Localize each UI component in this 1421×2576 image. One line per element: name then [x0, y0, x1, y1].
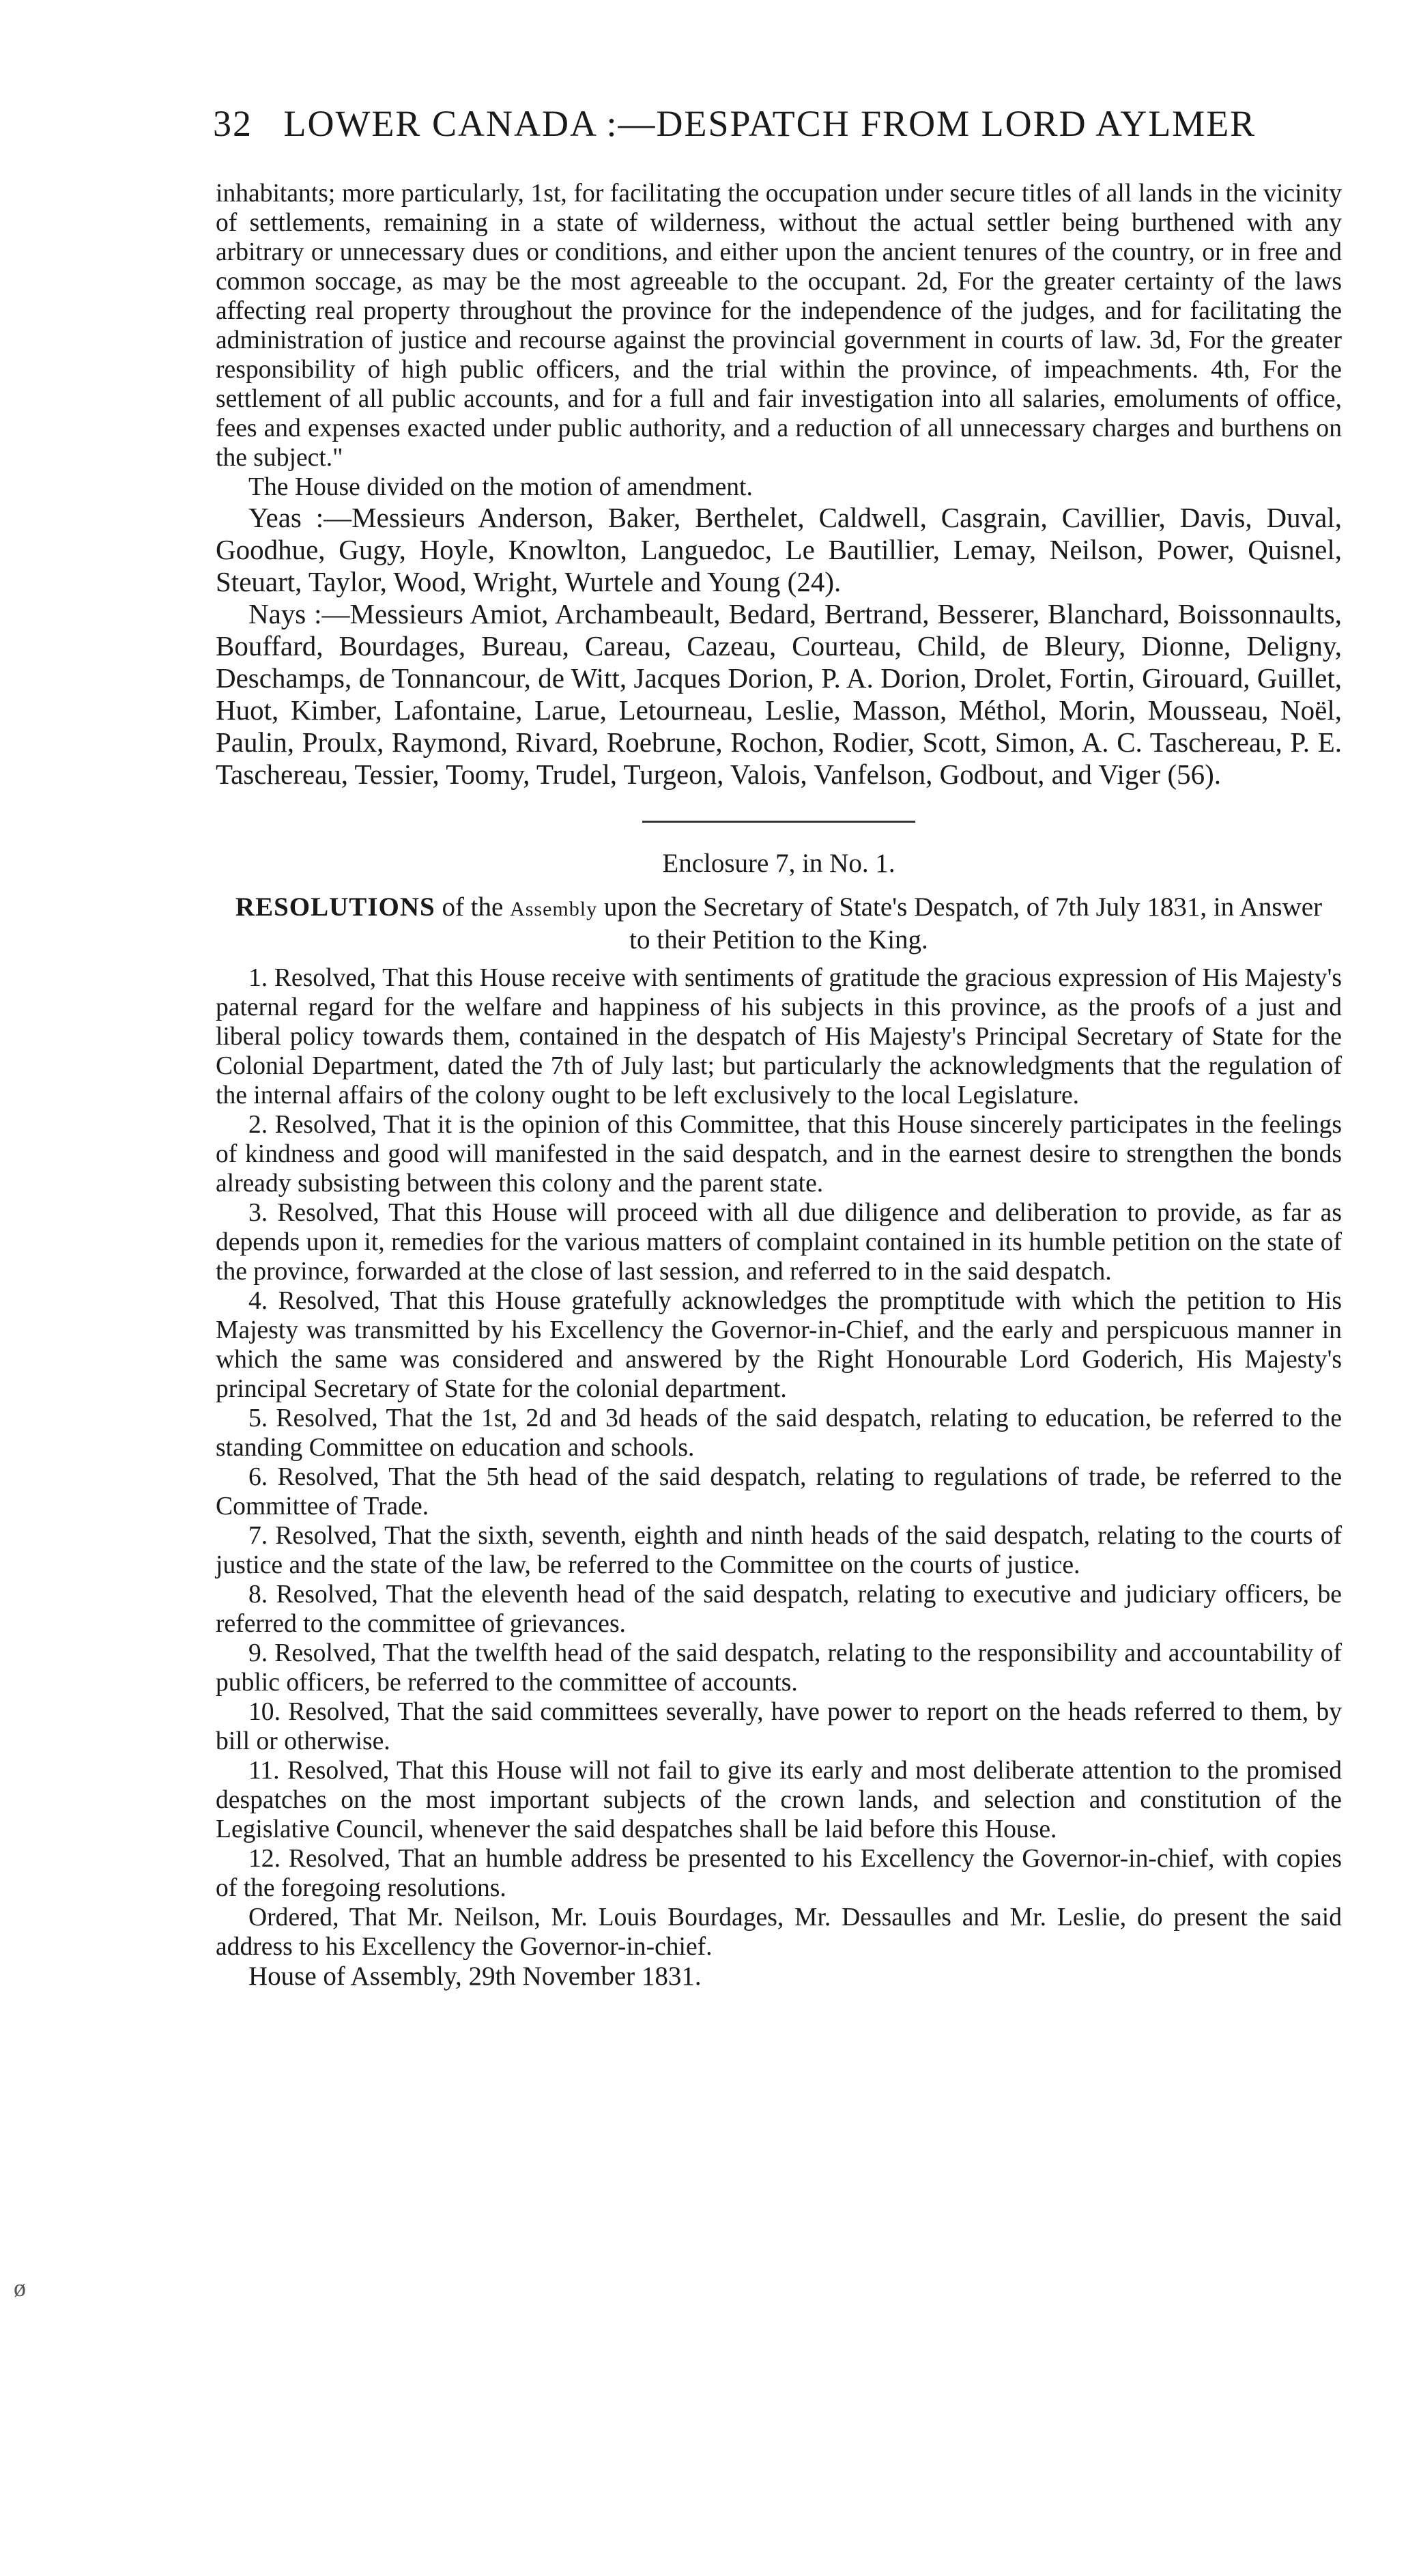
resolutions-title [232, 892, 1325, 955]
resolution-3: 3. Resolved, That this House will proceed with all due diligence and deliberation to provide, as far as depends upon it, remedies for the various matters of complaint contained in its humble petition on the state of the province, forwarded at the close of last session, and referred to in the said despatch. [216, 1199, 1342, 1286]
resolution-1: 1. Resolved, That this House receive with sentiments of gratitude the gracious expression of His Majesty's paternal regard for the welfare and happiness of his subjects in this province, as the proofs of a just and liberal policy towards them, contained in the despatch of His Majesty's Principal Secretary of State for the Colonial Department, dated the 7th of July last; but particularly the acknowledgments that the regulation of the internal affairs of the colony ought to be left exclusively to the local Legislature. [216, 964, 1342, 1109]
resolutions-title-word: RESOLUTIONS [235, 892, 435, 922]
resolution-6: 6. Resolved, That the 5th head of the said despatch, relating to regulations of trade, be referred to the Committee of Trade. [216, 1463, 1342, 1520]
page-number: 32 [213, 103, 253, 144]
margin-mark: ø [14, 2274, 26, 2302]
resolution-11: 11. Resolved, That this House will not fail to give its early and most deliberate attention to the promised despatches on the most important subjects of the crown lands, and selection and constitution of the Legislative Council, whenever the said despatches shall be laid before this House. [216, 1757, 1342, 1843]
resolution-8: 8. Resolved, That the eleventh head of the said despatch, relating to executive and judiciary officers, be referred to the committee of grievances. [216, 1581, 1342, 1638]
resolutions-title-assembly: Assembly [510, 898, 598, 920]
running-title: LOWER CANADA :—DESPATCH FROM LORD AYLMER [283, 103, 1257, 144]
date-line: House of Assembly, 29th November 1831. [248, 1962, 702, 1991]
resolution-4: 4. Resolved, That this House gratefully acknowledges the promptitude with which the petition to His Majesty was transmitted by his Excellency the Governor-in-Chief, and the early and perspicuous manner in which the same was considered and answered by the Right Honourable Lord Goderich, His Majesty's principal Secretary of State for the colonial department. [216, 1287, 1342, 1403]
section-divider [642, 821, 915, 823]
page-header [213, 102, 1257, 145]
division-line: The House divided on the motion of amendment. [248, 473, 753, 501]
resolution-2: 2. Resolved, That it is the opinion of this Committee, that this House sincerely participates in the feelings of kindness and good will manifested in the said despatch, and in the earnest desire to strengthen the bonds already subsisting between this colony and the parent state. [216, 1111, 1342, 1198]
yeas-list: Yeas :—Messieurs Anderson, Baker, Berthelet, Caldwell, Casgrain, Cavillier, Davis, Duval, Goodhue, Gugy, Hoyle, Knowlton, Languedoc, Le Bautillier, Lemay, Neilson, Power, Quisnel, Steuart, Taylor, Wood, Wright, Wurtele and Young (24). [216, 502, 1342, 597]
ordered-paragraph: Ordered, That Mr. Neilson, Mr. Louis Bourdages, Mr. Dessaulles and Mr. Leslie, do present the said address to his Excellency the Governor-in-chief. [216, 1903, 1342, 1961]
page-body [216, 179, 1342, 1991]
resolutions-title-part1: of the [435, 892, 511, 922]
resolutions-title-part2: upon the Secretary of State's Despatch, of 7th July 1831, in Answer to their Petition to the King. [597, 892, 1323, 954]
resolution-9: 9. Resolved, That the twelfth head of the said despatch, relating to the responsibility and accountability of public officers, be referred to the committee of accounts. [216, 1639, 1342, 1697]
resolution-5: 5. Resolved, That the 1st, 2d and 3d heads of the said despatch, relating to education, be referred to the standing Committee on education and schools. [216, 1404, 1342, 1462]
resolution-10: 10. Resolved, That the said committees severally, have power to report on the heads referred to them, by bill or otherwise. [216, 1698, 1342, 1755]
resolution-7: 7. Resolved, That the sixth, seventh, eighth and ninth heads of the said despatch, relating to the courts of justice and the state of the law, be referred to the Committee on the courts of justice. [216, 1522, 1342, 1579]
nays-list: Nays :—Messieurs Amiot, Archambeault, Bedard, Bertrand, Besserer, Blanchard, Boissonnaults, Bouffard, Bourdages, Bureau, Careau, Cazeau, Courteau, Child, de Bleury, Dionne, Deligny, Deschamps, de Tonnancour, de Witt, Jacques Dorion, P. A. Dorion, Drolet, Fortin, Girouard, Guillet, Huot, Kimber, Lafontaine, Larue, Letourneau, Leslie, Masson, Méthol, Morin, Mousseau, Noël, Paulin, Proulx, Raymond, Rivard, Roebrune, Rochon, Rodier, Scott, Simon, A. C. Taschereau, P. E. Taschereau, Tessier, Toomy, Trudel, Turgeon, Valois, Vanfelson, Godbout, and Viger (56). [216, 598, 1342, 790]
enclosure-heading: Enclosure 7, in No. 1. [662, 849, 895, 878]
resolution-12: 12. Resolved, That an humble address be presented to his Excellency the Governor-in-chief, with copies of the foregoing resolutions. [216, 1845, 1342, 1902]
petition-continuation: inhabitants; more particularly, 1st, for facilitating the occupation under secure titles of all lands in the vicinity of settlements, remaining in a state of wilderness, without the actual settler being burthened with any arbitrary or unnecessary dues or conditions, and either upon the ancient tenures of the country, or in free and common soccage, as may be the most agreeable to the occupant. 2d, For the greater certainty of the laws affecting real property throughout the province for the independence of the judges, and for facilitating the administration of justice and recourse against the provincial government in courts of law. 3d, For the greater responsibility of high public officers, and the trial within the province, of impeachments. 4th, For the settlement of all public accounts, and for a full and fair investigation into all salaries, emoluments of office, fees and expenses exacted under public authority, and a reduction of all unnecessary charges and burthens on the subject." [216, 180, 1342, 472]
